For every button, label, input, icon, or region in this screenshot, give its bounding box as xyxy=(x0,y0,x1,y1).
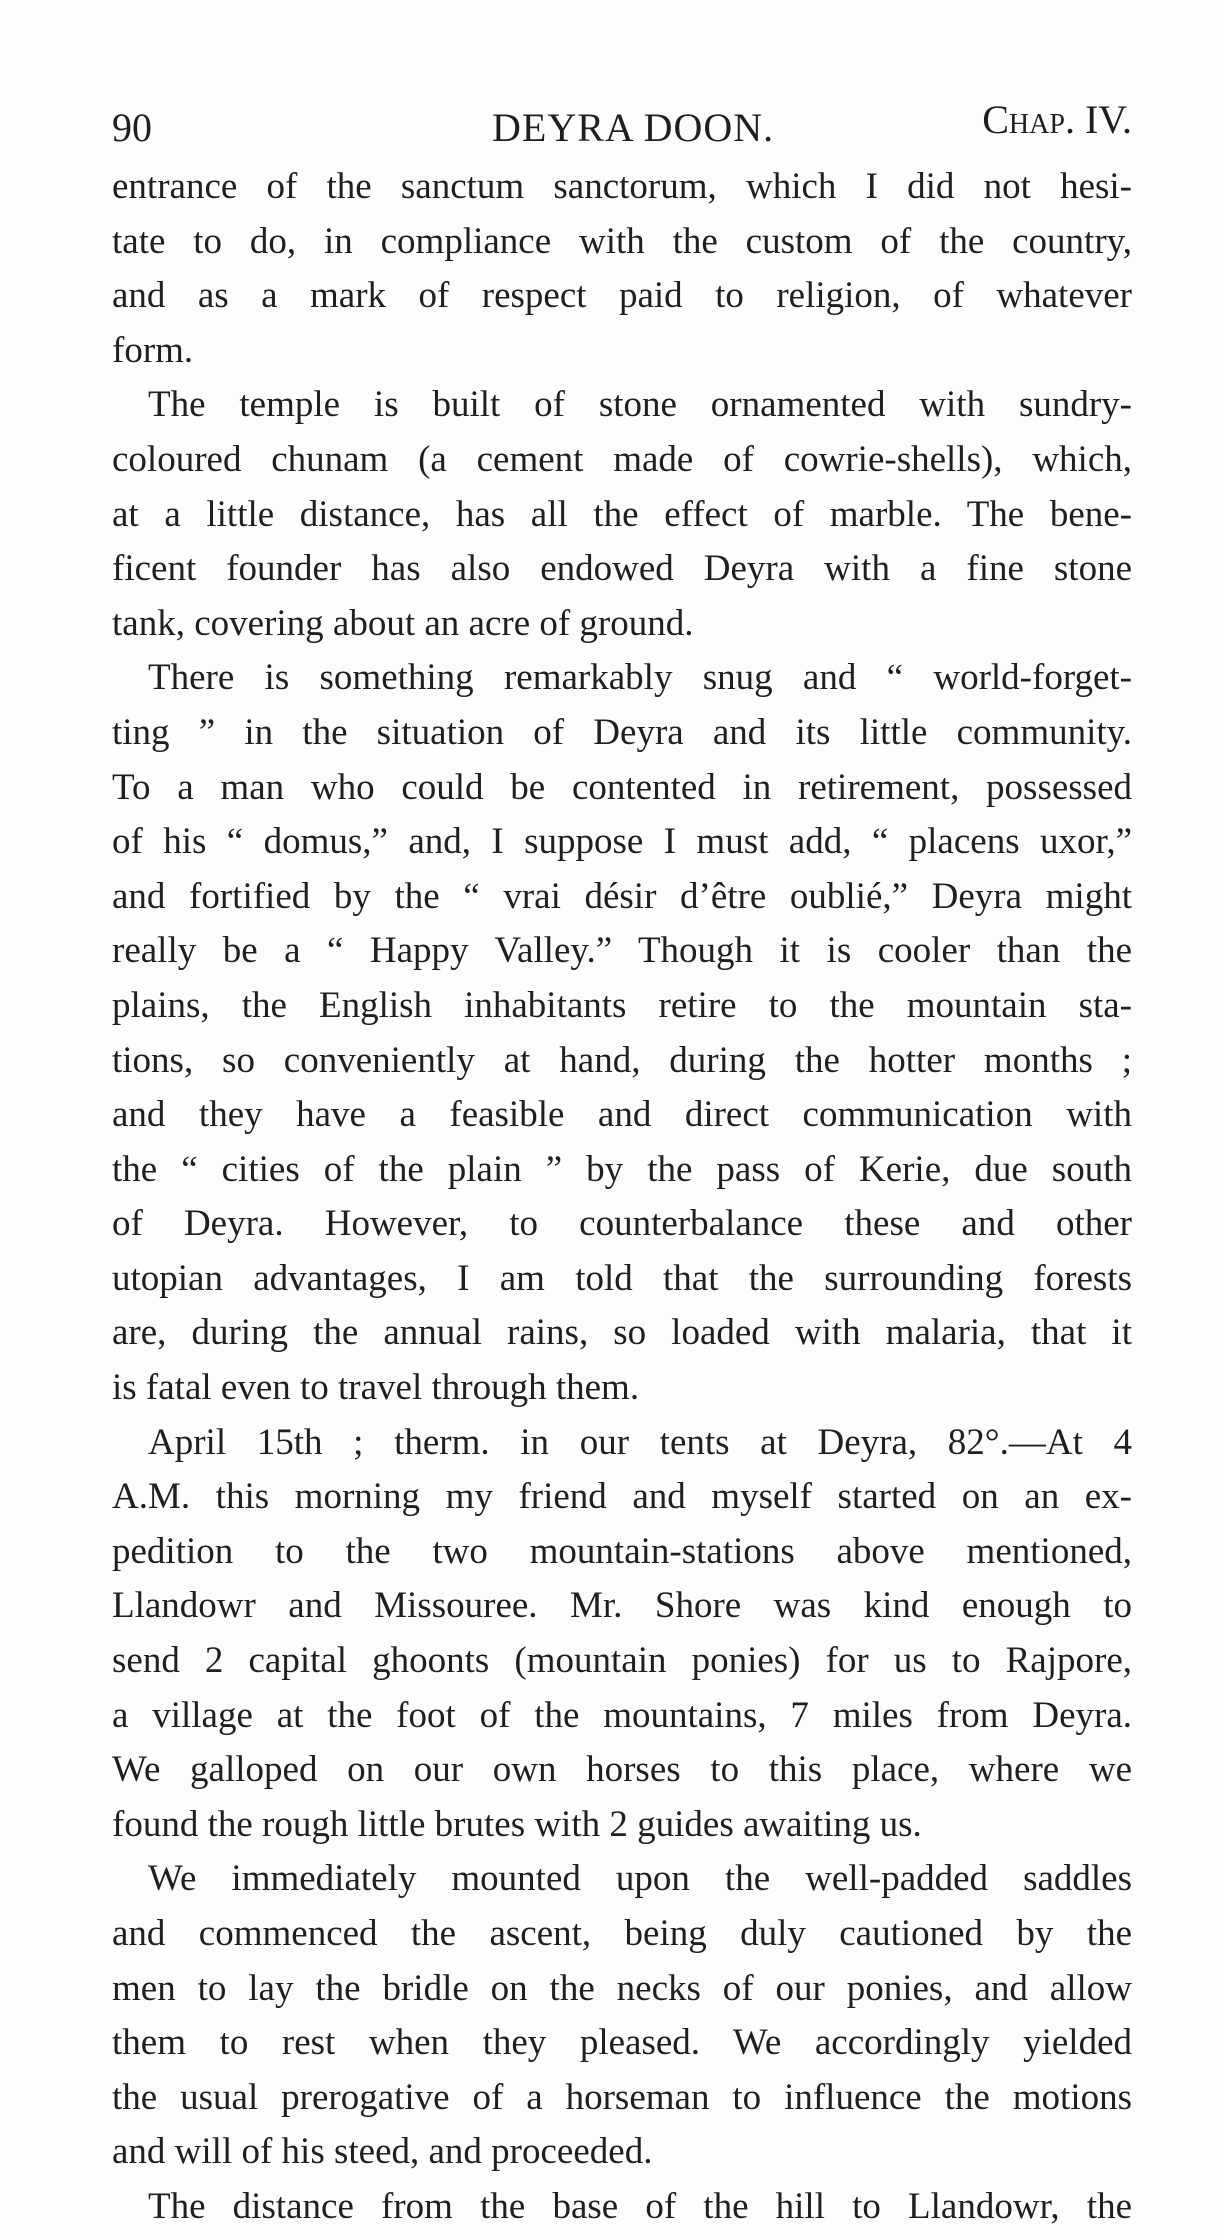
text-line: April 15th ; therm. in our tents at Deyra, 82°.—At 4 xyxy=(148,1421,1132,1463)
text-line: pedition to the two mountain-stations above mentioned, xyxy=(112,1530,1132,1572)
text-line: A.M. this morning my friend and myself started on an ex- xyxy=(112,1476,1132,1518)
text-line: ficent founder has also endowed Deyra with a fine stone xyxy=(112,548,1132,590)
text-line: The distance from the base of the hill to Llandowr, the xyxy=(148,2185,1132,2227)
text-line: and will of his steed, and proceeded. xyxy=(112,2131,653,2173)
text-line: coloured chunam (a cement made of cowrie-shells), which, xyxy=(112,438,1132,480)
text-line: found the rough little brutes with 2 guides awaiting us. xyxy=(112,1803,922,1845)
text-line: really be a “ Happy Valley.” Though it is cooler than the xyxy=(112,930,1132,972)
text-line: plains, the English inhabitants retire to the mountain sta- xyxy=(112,984,1132,1026)
text-line: We galloped on our own horses to this place, where we xyxy=(112,1749,1132,1791)
text-line: of his “ domus,” and, I suppose I must add, “ placens uxor,” xyxy=(112,821,1132,863)
text-line: the usual prerogative of a horseman to influence the motions xyxy=(112,2076,1132,2118)
text-line: them to rest when they pleased. We accordingly yielded xyxy=(112,2022,1132,2064)
chapter-label: Chap. IV. xyxy=(982,97,1132,142)
page-header xyxy=(112,97,1132,160)
text-line: men to lay the bridle on the necks of our ponies, and allow xyxy=(112,1967,1132,2009)
text-line: We immediately mounted upon the well-padded saddles xyxy=(148,1858,1132,1900)
text-line: Llandowr and Missouree. Mr. Shore was kind enough to xyxy=(112,1585,1132,1627)
text-line: is fatal even to travel through them. xyxy=(112,1367,640,1409)
text-line: To a man who could be contented in retirement, possessed xyxy=(112,766,1132,808)
text-line: tank, covering about an acre of ground. xyxy=(112,602,694,644)
text-line: The temple is built of stone ornamented with sundry- xyxy=(148,384,1132,426)
text-line: the “ cities of the plain ” by the pass of Kerie, due south xyxy=(112,1148,1132,1190)
text-line: utopian advantages, I am told that the surrounding forests xyxy=(112,1257,1132,1299)
text-line: and as a mark of respect paid to religion, of whatever xyxy=(112,275,1132,317)
text-line: ting ” in the situation of Deyra and its little community. xyxy=(112,711,1132,753)
text-line: and commenced the ascent, being duly cautioned by the xyxy=(112,1913,1132,1954)
text-line: of Deyra. However, to counterbalance these and other xyxy=(112,1203,1132,1245)
page-number: 90 xyxy=(112,105,152,150)
text-line: entrance of the sanctum sanctorum, which I did not hesi- xyxy=(112,166,1132,207)
text-line: are, during the annual rains, so loaded with malaria, that it xyxy=(112,1312,1132,1354)
text-line: tions, so conveniently at hand, during the hotter months ; xyxy=(112,1039,1132,1081)
text-line: and fortified by the “ vrai désir d’être oublié,” Deyra might xyxy=(112,875,1132,917)
text-line: There is something remarkably snug and “ world-forget- xyxy=(148,657,1132,699)
text-line: form. xyxy=(112,329,194,371)
text-line: tate to do, in compliance with the custom of the country, xyxy=(112,220,1132,262)
text-line: at a little distance, has all the effect of marble. The bene- xyxy=(112,493,1132,535)
running-title: DEYRA DOON. xyxy=(492,105,775,150)
body-text xyxy=(112,160,1132,2235)
text-line: and they have a feasible and direct communication with xyxy=(112,1094,1132,1136)
text-line: send 2 capital ghoonts (mountain ponies) for us to Rajpore, xyxy=(112,1640,1132,1682)
text-line: a village at the foot of the mountains, 7 miles from Deyra. xyxy=(112,1694,1132,1736)
